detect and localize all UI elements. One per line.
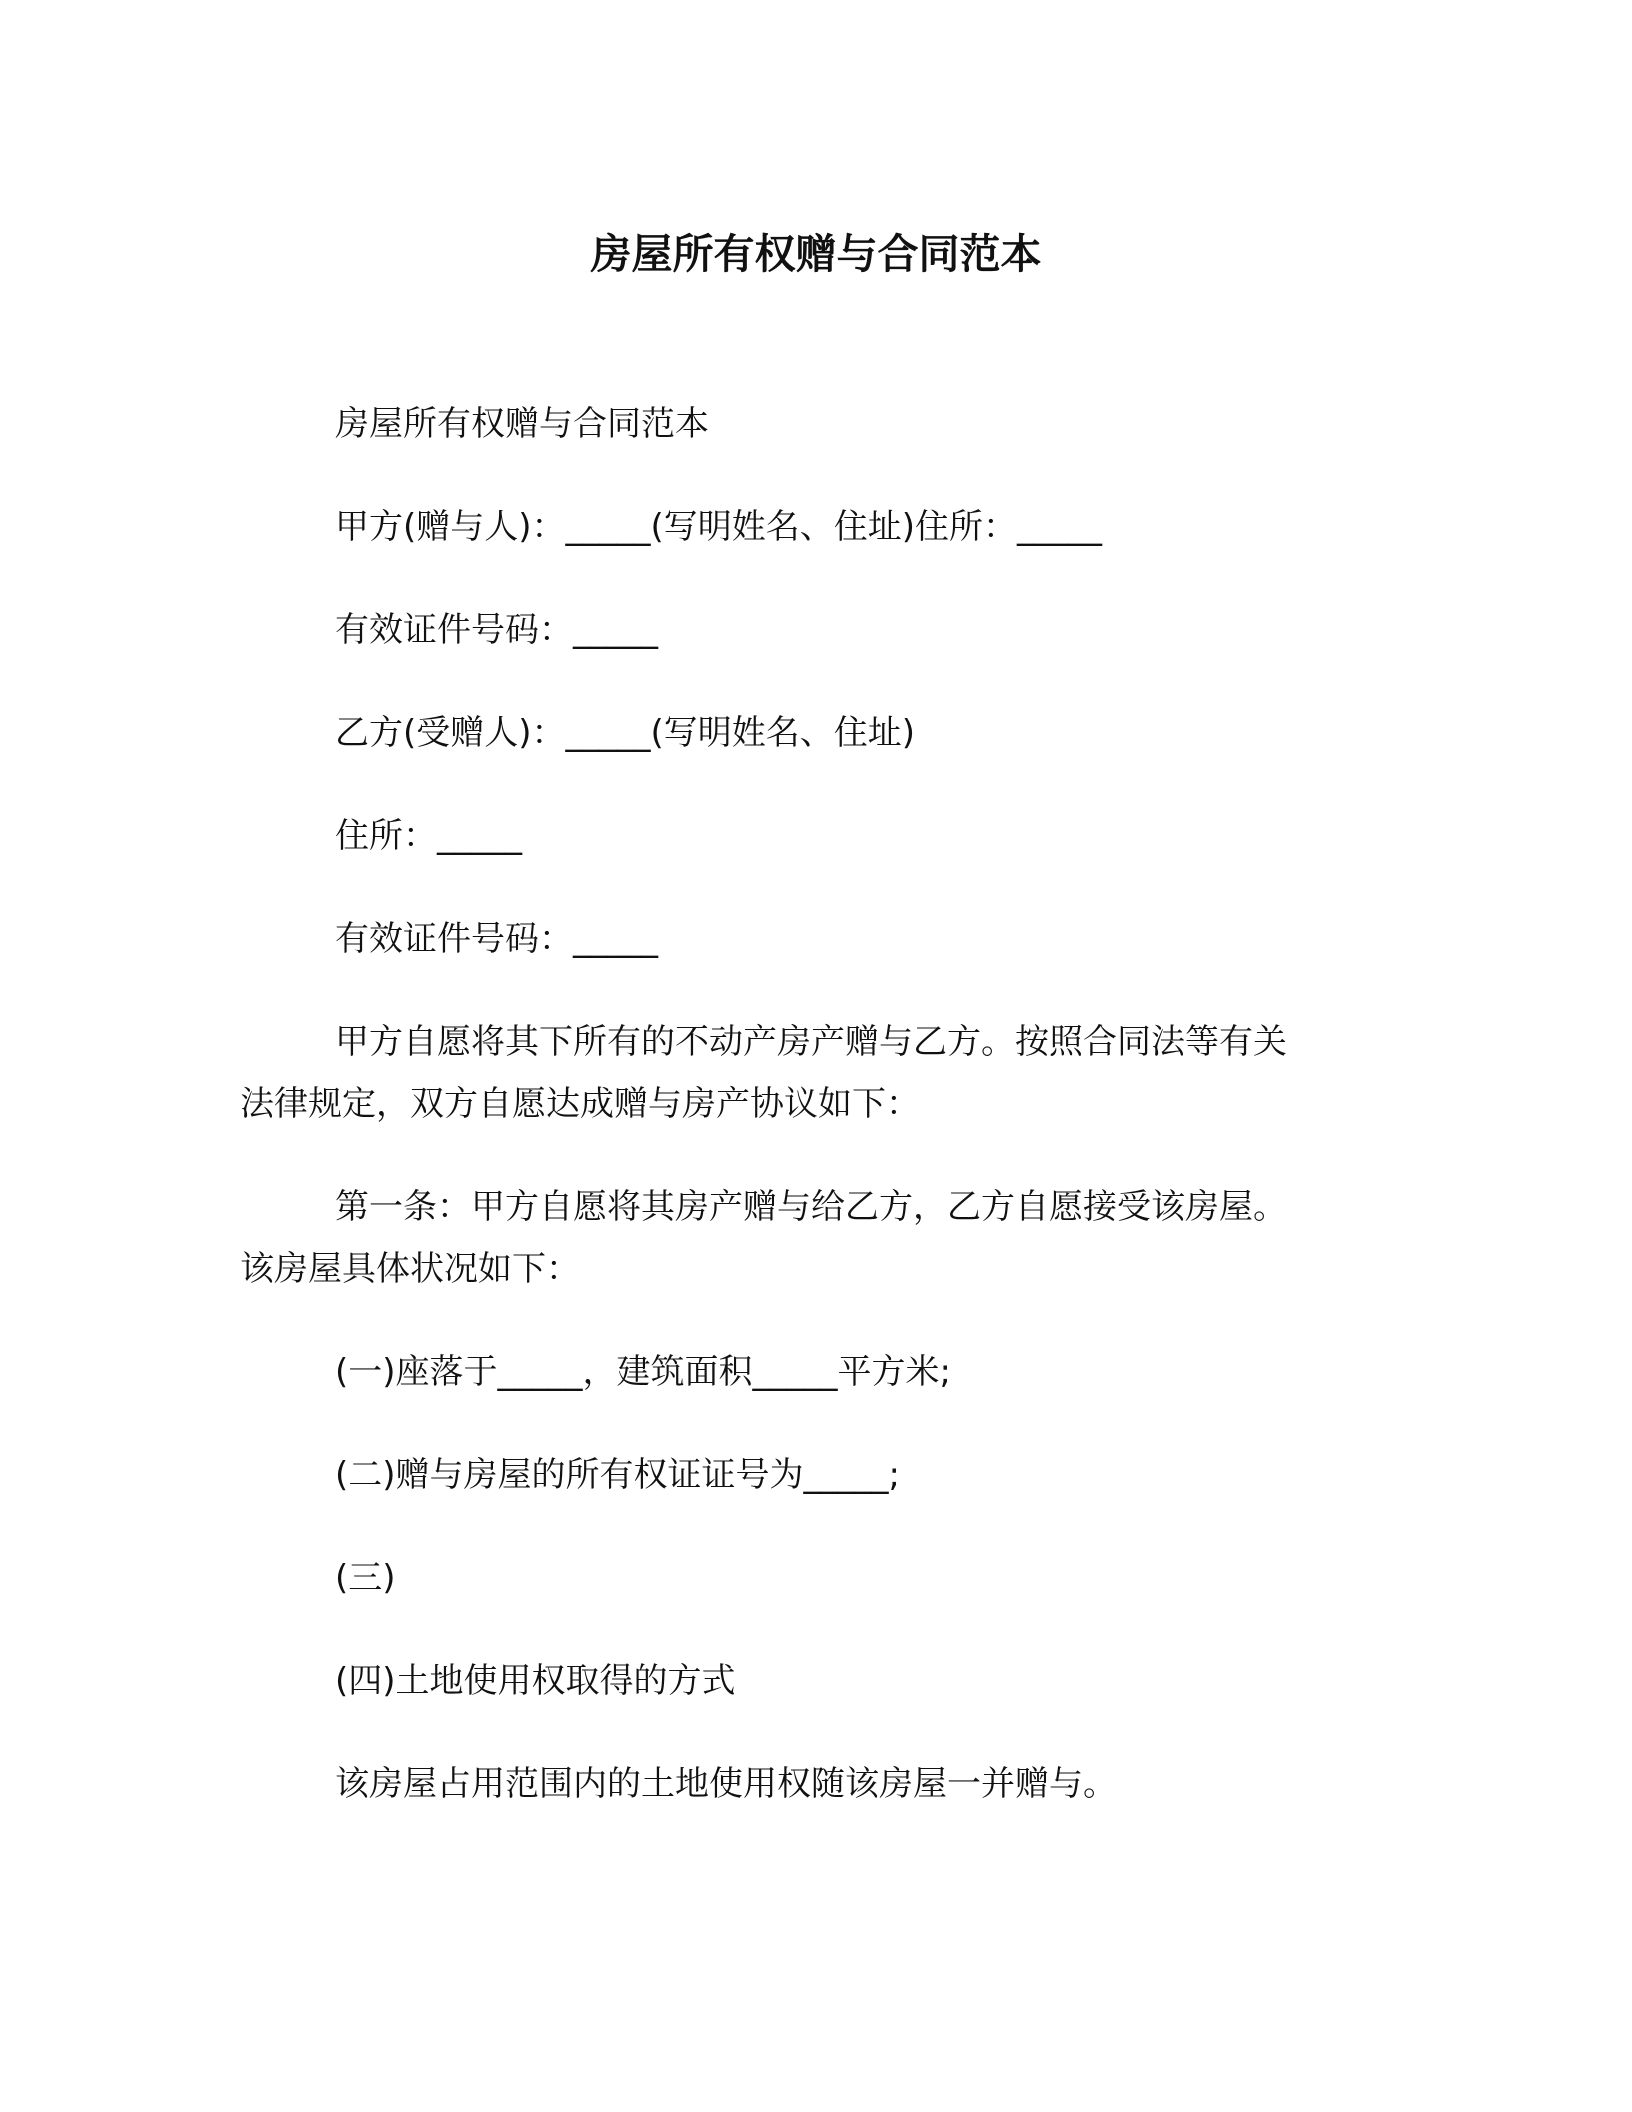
paragraph-land-use: 该房屋占用范围内的土地使用权随该房屋一并赠与。 bbox=[335, 1764, 1117, 1804]
paragraph-item-one: (一)座落于_____，建筑面积_____平方米; bbox=[335, 1352, 951, 1392]
paragraph-article-one bbox=[240, 1176, 1392, 1300]
paragraph-party-a-id: 有效证件号码：_____ bbox=[335, 610, 658, 650]
paragraph-line: 甲方自愿将其下所有的不动产房产赠与乙方。按照合同法等有关 bbox=[335, 1022, 1287, 1062]
paragraph-party-b: 乙方(受赠人)：_____(写明姓名、住址) bbox=[335, 713, 916, 753]
paragraph-line: 该房屋具体状况如下： bbox=[240, 1249, 580, 1289]
paragraph-agreement bbox=[240, 1011, 1392, 1135]
paragraph-item-three: (三) bbox=[335, 1558, 396, 1598]
paragraph-subtitle: 房屋所有权赠与合同范本 bbox=[335, 404, 709, 444]
paragraph-party-b-id: 有效证件号码：_____ bbox=[335, 919, 658, 959]
paragraph-party-b-residence: 住所：_____ bbox=[335, 816, 522, 856]
paragraph-line: 第一条：甲方自愿将其房产赠与给乙方，乙方自愿接受该房屋。 bbox=[335, 1187, 1287, 1227]
paragraph-item-two: (二)赠与房屋的所有权证证号为_____; bbox=[335, 1455, 900, 1495]
paragraph-line: 法律规定，双方自愿达成赠与房产协议如下： bbox=[240, 1084, 920, 1124]
document-title: 房屋所有权赠与合同范本 bbox=[590, 230, 1042, 278]
document-body bbox=[240, 393, 1392, 1815]
paragraph-item-four: (四)土地使用权取得的方式 bbox=[335, 1661, 736, 1701]
paragraph-party-a: 甲方(赠与人)：_____(写明姓名、住址)住所：_____ bbox=[335, 507, 1103, 547]
